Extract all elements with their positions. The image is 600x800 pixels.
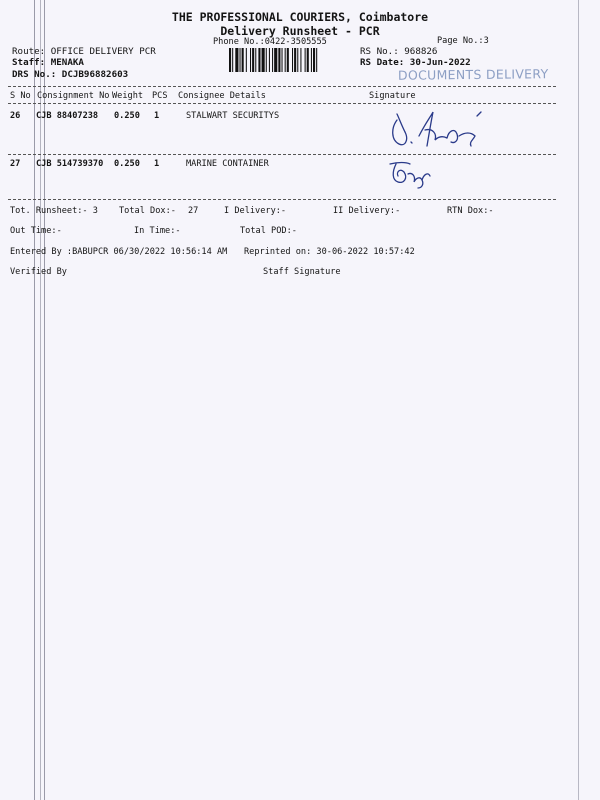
divider [8,86,556,87]
phone-number: Phone No.:0422-3505555 [213,37,327,47]
row-26-pcs: 1 [154,111,160,121]
ii-delivery: II Delivery:- [333,206,401,216]
reprinted-on: Reprinted on: 30-06-2022 10:57:42 [244,247,415,257]
barcode-bar [316,48,317,72]
scan-margin-line [34,0,35,800]
barcode-bar [232,48,233,72]
barcode-bar [292,48,293,72]
rs-number: RS No.: 968826 [360,46,438,57]
row-26-consignment: CJB 88407238 [36,111,99,121]
barcode-bar [242,48,244,72]
barcode-bar [313,48,315,72]
row-27-pcs: 1 [154,159,160,169]
barcode-bar [278,48,280,72]
barcode-bar [252,48,254,72]
row-26-sno: 26 [10,111,21,121]
col-header-consignment: Consignment No [37,91,110,101]
barcode-bar [272,48,273,72]
staff: Staff: MENAKA [12,57,84,68]
runsheet-title: Delivery Runsheet - PCR [220,24,380,38]
divider [8,154,556,155]
col-header-sno: S No [10,91,31,101]
barcode-bar [300,48,301,72]
total-dox-value: 27 [188,206,199,216]
out-time: Out Time:- [10,226,62,236]
scan-margin-line [578,0,579,800]
staff-signature: Staff Signature [263,267,341,277]
total-runsheet: Tot. Runsheet:- 3 [10,206,98,216]
route: Route: OFFICE DELIVERY PCR [12,46,156,57]
col-header-weight: Weight [112,91,144,101]
row-26-consignee: STALWART SECURITYS [186,111,280,121]
barcode-bar [307,48,309,72]
row-27-consignee: MARINE CONTAINER [186,159,269,169]
barcode-bar [294,48,296,72]
barcode-bar [255,48,256,72]
barcode-bar [287,48,289,72]
barcode-bar [258,48,260,72]
barcode-bar [266,48,267,72]
row-27-consignment: CJB 514739370 [36,159,104,169]
barcode [229,48,349,72]
barcode-bar [235,48,238,72]
divider [8,199,556,200]
handwritten-signature [386,158,436,194]
total-pod: Total POD:- [240,226,297,236]
col-header-signature: Signature [369,91,416,101]
handwritten-signature [385,106,495,156]
barcode-bar [269,48,270,72]
i-delivery: I Delivery:- [224,206,287,216]
rtn-dox: RTN Dox:- [447,206,494,216]
row-27-weight: 0.250 [114,159,140,169]
in-time: In Time:- [134,226,181,236]
verified-by: Verified By [10,267,67,277]
page-number: Page No.:3 [437,36,489,46]
drs-number: DRS No.: DCJB96882603 [12,69,129,80]
company-title: THE PROFESSIONAL COURIERS, Coimbatore [171,10,429,24]
entered-by: Entered By :BABUPCR 06/30/2022 10:56:14 AM [10,247,228,257]
documents-delivery-stamp: DOCUMENTS DELIVERY [397,66,549,83]
barcode-bar [285,48,286,72]
barcode-bar [262,48,265,72]
barcode-bar [246,48,247,72]
rs-date: RS Date: 30-Jun-2022 [360,57,471,68]
col-header-consignee: Consignee Details [178,91,266,101]
barcode-bar [282,48,283,72]
col-header-pcs: PCS [152,91,168,101]
barcode-bar [311,48,312,72]
divider [8,103,556,104]
barcode-bar [229,48,231,72]
barcode-bar [240,48,241,72]
row-27-sno: 27 [10,159,21,169]
barcode-bar [297,48,298,72]
total-dox-label: Total Dox:- [119,206,176,216]
barcode-bar [250,48,251,72]
barcode-bar [305,48,306,72]
row-26-weight: 0.250 [114,111,140,121]
barcode-bar [274,48,277,72]
